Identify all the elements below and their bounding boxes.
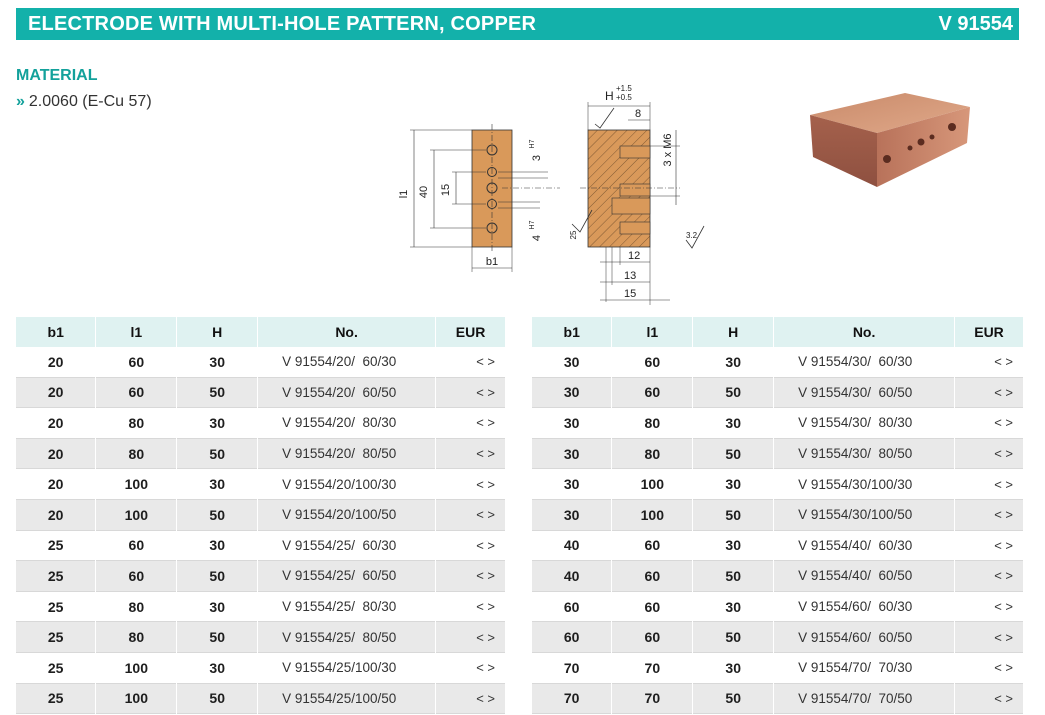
cell-price[interactable]: < > bbox=[436, 530, 506, 561]
cell-h: 30 bbox=[177, 530, 258, 561]
table-row bbox=[532, 561, 1024, 592]
table-row bbox=[532, 438, 1024, 469]
table-row bbox=[532, 652, 1024, 683]
cell-b1: 20 bbox=[16, 438, 96, 469]
cell-article-no: V 91554/60/ 60/30 bbox=[774, 591, 955, 622]
table-row bbox=[16, 622, 506, 653]
cell-price[interactable]: < > bbox=[955, 591, 1024, 622]
cell-price[interactable]: < > bbox=[955, 377, 1024, 408]
cell-l1: 60 bbox=[612, 530, 693, 561]
col-header-eur: EUR bbox=[436, 317, 506, 347]
cell-b1: 70 bbox=[532, 683, 612, 714]
table-row bbox=[532, 469, 1024, 500]
cell-article-no: V 91554/25/ 80/30 bbox=[258, 591, 436, 622]
cell-article-no: V 91554/30/ 80/30 bbox=[774, 408, 955, 439]
cell-article-no: V 91554/25/100/30 bbox=[258, 652, 436, 683]
cell-article-no: V 91554/25/ 60/50 bbox=[258, 561, 436, 592]
tol-4-sup: H7 bbox=[529, 220, 536, 230]
dim-15: 15 bbox=[440, 183, 452, 197]
cell-article-no: V 91554/30/ 60/50 bbox=[774, 377, 955, 408]
material-value: 2.0060 (E-Cu 57) bbox=[28, 93, 152, 110]
cell-h: 50 bbox=[693, 622, 774, 653]
dim-12: 12 bbox=[628, 250, 641, 262]
cell-price[interactable]: < > bbox=[436, 652, 506, 683]
cell-l1: 80 bbox=[96, 408, 177, 439]
cell-b1: 25 bbox=[16, 652, 96, 683]
cell-l1: 80 bbox=[96, 591, 177, 622]
material-line bbox=[16, 93, 152, 111]
cell-h: 30 bbox=[177, 652, 258, 683]
cell-h: 50 bbox=[693, 561, 774, 592]
cell-l1: 80 bbox=[612, 408, 693, 439]
col-header-eur: EUR bbox=[955, 317, 1024, 347]
cell-article-no: V 91554/30/100/30 bbox=[774, 469, 955, 500]
dim-15b: 15 bbox=[624, 288, 637, 300]
cell-price[interactable]: < > bbox=[955, 347, 1024, 377]
table-row bbox=[16, 652, 506, 683]
table-row bbox=[16, 561, 506, 592]
cell-h: 50 bbox=[177, 622, 258, 653]
cell-l1: 60 bbox=[612, 591, 693, 622]
dim-m6: 3 x M6 bbox=[662, 133, 674, 167]
cell-article-no: V 91554/70/ 70/50 bbox=[774, 683, 955, 714]
cell-l1: 80 bbox=[96, 438, 177, 469]
cell-h: 50 bbox=[693, 499, 774, 530]
table-row bbox=[532, 408, 1024, 439]
cell-b1: 30 bbox=[532, 438, 612, 469]
col-header-h: H bbox=[177, 317, 258, 347]
cell-b1: 20 bbox=[16, 469, 96, 500]
cell-price[interactable]: < > bbox=[436, 499, 506, 530]
cell-l1: 100 bbox=[96, 499, 177, 530]
material-heading: MATERIAL bbox=[16, 67, 98, 84]
col-header-h: H bbox=[693, 317, 774, 347]
cell-article-no: V 91554/20/ 60/30 bbox=[258, 347, 436, 377]
cell-price[interactable]: < > bbox=[436, 347, 506, 377]
table-row bbox=[16, 591, 506, 622]
cell-l1: 60 bbox=[96, 347, 177, 377]
cell-price[interactable]: < > bbox=[955, 530, 1024, 561]
rough-25: 25 bbox=[569, 230, 578, 240]
cell-b1: 20 bbox=[16, 499, 96, 530]
table-row bbox=[16, 530, 506, 561]
cell-h: 30 bbox=[177, 591, 258, 622]
cell-price[interactable]: < > bbox=[955, 561, 1024, 592]
tol-3-sup: H7 bbox=[529, 139, 536, 149]
cell-h: 50 bbox=[693, 438, 774, 469]
cell-b1: 70 bbox=[532, 652, 612, 683]
header-bar bbox=[16, 8, 1019, 40]
dim-8: 8 bbox=[635, 108, 642, 120]
cell-b1: 40 bbox=[532, 530, 612, 561]
cell-article-no: V 91554/40/ 60/50 bbox=[774, 561, 955, 592]
table-row bbox=[532, 530, 1024, 561]
table-row bbox=[532, 591, 1024, 622]
product-photo bbox=[795, 85, 985, 195]
rough-32: 3.2 bbox=[686, 231, 698, 240]
table-row bbox=[16, 683, 506, 714]
cell-article-no: V 91554/20/100/50 bbox=[258, 499, 436, 530]
tol-4: 4 bbox=[531, 234, 543, 242]
cell-price[interactable]: < > bbox=[955, 438, 1024, 469]
cell-l1: 70 bbox=[612, 683, 693, 714]
table-row bbox=[16, 377, 506, 408]
dim-l1: l1 bbox=[398, 189, 410, 199]
table-row bbox=[16, 499, 506, 530]
checkmark-icon bbox=[595, 108, 614, 128]
cell-article-no: V 91554/20/100/30 bbox=[258, 469, 436, 500]
cell-b1: 25 bbox=[16, 683, 96, 714]
cell-price[interactable]: < > bbox=[955, 499, 1024, 530]
cell-h: 50 bbox=[177, 683, 258, 714]
product-code: V 91554 bbox=[938, 13, 1013, 35]
cell-h: 30 bbox=[177, 408, 258, 439]
cell-h: 50 bbox=[177, 438, 258, 469]
cell-h: 30 bbox=[693, 652, 774, 683]
dim-h-lower: +0.5 bbox=[616, 93, 632, 102]
cell-h: 50 bbox=[177, 561, 258, 592]
cell-article-no: V 91554/30/ 80/50 bbox=[774, 438, 955, 469]
cell-h: 30 bbox=[693, 530, 774, 561]
table-row bbox=[16, 438, 506, 469]
cell-b1: 30 bbox=[532, 347, 612, 377]
cell-article-no: V 91554/70/ 70/30 bbox=[774, 652, 955, 683]
col-header-l1: l1 bbox=[612, 317, 693, 347]
cell-h: 50 bbox=[177, 499, 258, 530]
cell-l1: 80 bbox=[612, 438, 693, 469]
cell-h: 30 bbox=[693, 347, 774, 377]
cell-l1: 80 bbox=[96, 622, 177, 653]
cell-article-no: V 91554/25/ 80/50 bbox=[258, 622, 436, 653]
dim-13: 13 bbox=[624, 270, 637, 282]
col-header-b1: b1 bbox=[16, 317, 96, 347]
table-row bbox=[16, 347, 506, 377]
table-header-row bbox=[532, 317, 1024, 347]
cell-l1: 100 bbox=[96, 683, 177, 714]
col-header-l1: l1 bbox=[96, 317, 177, 347]
cell-l1: 60 bbox=[612, 561, 693, 592]
table-row bbox=[532, 377, 1024, 408]
cell-h: 50 bbox=[177, 377, 258, 408]
cell-b1: 30 bbox=[532, 499, 612, 530]
page-title: ELECTRODE WITH MULTI-HOLE PATTERN, COPPER bbox=[28, 13, 537, 35]
cell-h: 30 bbox=[177, 469, 258, 500]
cell-b1: 25 bbox=[16, 561, 96, 592]
table-row bbox=[16, 469, 506, 500]
table-row bbox=[532, 347, 1024, 377]
cell-l1: 60 bbox=[96, 530, 177, 561]
cell-article-no: V 91554/30/ 60/30 bbox=[774, 347, 955, 377]
table-header-row bbox=[16, 317, 506, 347]
cell-price[interactable]: < > bbox=[436, 377, 506, 408]
cell-h: 30 bbox=[693, 591, 774, 622]
technical-drawing bbox=[380, 80, 720, 310]
cell-article-no: V 91554/20/ 80/30 bbox=[258, 408, 436, 439]
cell-b1: 25 bbox=[16, 591, 96, 622]
dim-h: H bbox=[605, 89, 614, 103]
cell-price[interactable]: < > bbox=[436, 438, 506, 469]
cell-l1: 60 bbox=[96, 377, 177, 408]
cell-article-no: V 91554/20/ 80/50 bbox=[258, 438, 436, 469]
cell-article-no: V 91554/20/ 60/50 bbox=[258, 377, 436, 408]
cell-h: 50 bbox=[693, 683, 774, 714]
cell-price[interactable]: < > bbox=[436, 469, 506, 500]
cell-b1: 20 bbox=[16, 347, 96, 377]
cell-l1: 100 bbox=[612, 469, 693, 500]
cell-h: 50 bbox=[693, 377, 774, 408]
cell-price[interactable]: < > bbox=[955, 408, 1024, 439]
dim-40: 40 bbox=[418, 185, 430, 199]
cell-l1: 60 bbox=[612, 377, 693, 408]
cell-b1: 30 bbox=[532, 408, 612, 439]
dim-h-upper: +1.5 bbox=[616, 84, 632, 93]
table-row bbox=[532, 622, 1024, 653]
cell-article-no: V 91554/30/100/50 bbox=[774, 499, 955, 530]
table-row bbox=[16, 408, 506, 439]
cell-article-no: V 91554/25/ 60/30 bbox=[258, 530, 436, 561]
cell-l1: 100 bbox=[612, 499, 693, 530]
cell-b1: 60 bbox=[532, 622, 612, 653]
table-row bbox=[532, 499, 1024, 530]
cell-price[interactable]: < > bbox=[436, 591, 506, 622]
cell-l1: 100 bbox=[96, 469, 177, 500]
col-header-b1: b1 bbox=[532, 317, 612, 347]
cell-price[interactable]: < > bbox=[436, 683, 506, 714]
cell-article-no: V 91554/40/ 60/30 bbox=[774, 530, 955, 561]
cell-h: 30 bbox=[693, 469, 774, 500]
table-row bbox=[532, 683, 1024, 714]
cell-price[interactable]: < > bbox=[436, 408, 506, 439]
cell-price[interactable]: < > bbox=[436, 561, 506, 592]
cell-h: 30 bbox=[693, 408, 774, 439]
cell-l1: 60 bbox=[612, 622, 693, 653]
dim-b1: b1 bbox=[485, 256, 499, 268]
col-header-no: No. bbox=[258, 317, 436, 347]
spec-table-right bbox=[532, 317, 1024, 714]
cell-price[interactable]: < > bbox=[436, 622, 506, 653]
cell-l1: 60 bbox=[612, 347, 693, 377]
cell-b1: 40 bbox=[532, 561, 612, 592]
cell-b1: 30 bbox=[532, 469, 612, 500]
cell-l1: 60 bbox=[96, 561, 177, 592]
cell-price[interactable]: < > bbox=[955, 469, 1024, 500]
cell-price[interactable]: < > bbox=[955, 683, 1024, 714]
col-header-no: No. bbox=[774, 317, 955, 347]
cell-article-no: V 91554/60/ 60/50 bbox=[774, 622, 955, 653]
cell-b1: 20 bbox=[16, 377, 96, 408]
cell-b1: 60 bbox=[532, 591, 612, 622]
cell-price[interactable]: < > bbox=[955, 652, 1024, 683]
cell-b1: 25 bbox=[16, 622, 96, 653]
cell-l1: 70 bbox=[612, 652, 693, 683]
cell-article-no: V 91554/25/100/50 bbox=[258, 683, 436, 714]
chevron-icon: » bbox=[16, 93, 25, 110]
cell-price[interactable]: < > bbox=[955, 622, 1024, 653]
cell-b1: 25 bbox=[16, 530, 96, 561]
spec-table-left bbox=[16, 317, 506, 714]
cell-h: 30 bbox=[177, 347, 258, 377]
cell-b1: 20 bbox=[16, 408, 96, 439]
cell-l1: 100 bbox=[96, 652, 177, 683]
tol-3: 3 bbox=[531, 154, 543, 162]
cell-b1: 30 bbox=[532, 377, 612, 408]
